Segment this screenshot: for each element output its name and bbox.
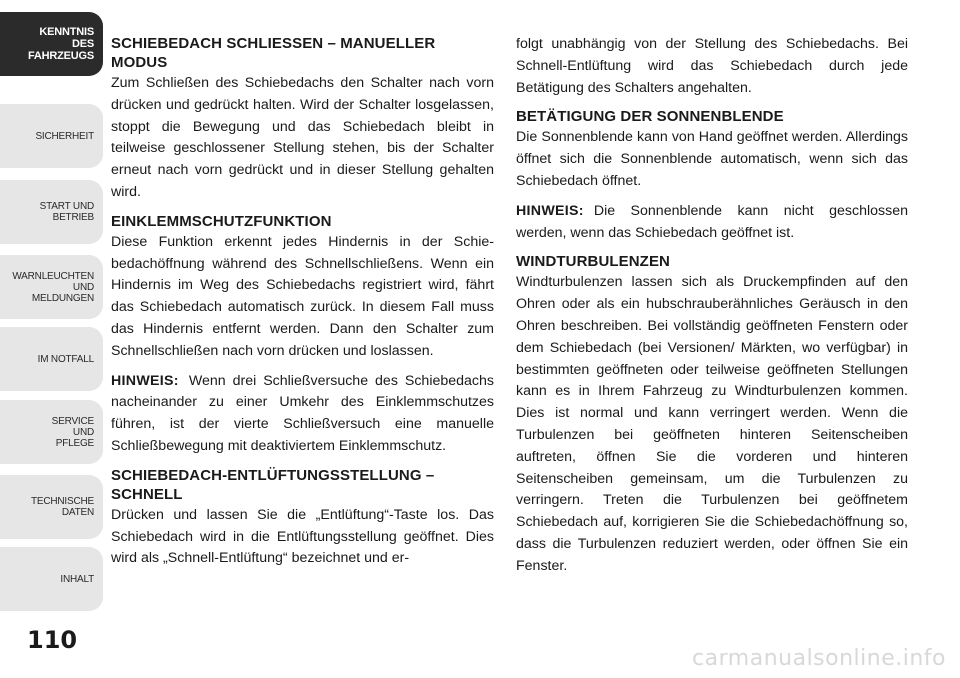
tab-label-line: DES <box>71 38 94 50</box>
tab-label-line: UND <box>72 281 94 293</box>
section-heading: SCHIEBEDACH SCHLIESSEN – MANUELLER MODUS <box>111 35 436 71</box>
tab-kenntnis-des-fahrzeugs[interactable] <box>0 12 103 76</box>
paragraph: Die Sonnenblende kann von Hand geöffnet werden. Allerdings öffnet sich die Sonnenblende automatisch, wenn sich das Schiebedach öffnet. <box>516 129 908 189</box>
tab-im-notfall[interactable] <box>0 327 103 391</box>
section-heading: WINDTURBULENZEN <box>516 253 670 271</box>
paragraph: Drücken und lassen Sie die „Entlüftung“-Taste los. Das Schiebedach wird in die Entlüftungsstellung geöffnet. Dies wird als „Schnell-Entlüftung“ bezeichnet und er- <box>111 506 494 567</box>
chapter-tabs <box>0 0 103 678</box>
section-heading: SCHIEBEDACH-ENTLÜFTUNGSSTELLUNG – SCHNELL <box>111 466 435 503</box>
tab-technische-daten[interactable] <box>0 475 103 539</box>
tab-label-line: WARNLEUCHTEN <box>12 270 94 282</box>
tab-label-line: BETRIEB <box>52 212 94 223</box>
note <box>111 371 494 458</box>
section-heading: EINKLEMMSCHUTZFUNKTION <box>111 212 332 230</box>
paragraph: Zum Schließen des Schiebedachs den Schalter nach vorn drücken und gedrückt halten. Wird der Schalter losgelassen, stoppt die Bewegung und das Schiebedach bleibt in teilweise geschlossener Stellung stehen, bis der Schalter erneut nach vorn gedrückt und in dieser Stellung gehalten wird. <box>111 75 494 200</box>
tab-label-line: INHALT <box>60 573 94 585</box>
left-column <box>111 34 494 570</box>
tab-start-und-betrieb[interactable] <box>0 180 103 244</box>
tab-label-line: SICHERHEIT <box>35 130 94 142</box>
note-text: Wenn drei Schließversuche des Schiebedachs nacheinander zu einer Umkehr des Einklemmschutzes führen, ist der vierte Schließversuch eine manuelle Schließbewegung mit deaktiviertem Einklemmschutz. <box>111 372 494 454</box>
tab-label-line: FAHRZEUGS <box>27 50 94 62</box>
watermark: carmanualsonline.info <box>692 646 946 671</box>
tab-label-line: KENNTNIS <box>39 26 94 38</box>
tab-label-line: TECHNISCHE <box>30 496 94 507</box>
tab-label-line: PFLEGE <box>55 437 94 449</box>
section-heading: BETÄTIGUNG DER SONNENBLENDE <box>516 108 784 126</box>
note-label: HINWEIS: <box>516 202 584 219</box>
tab-label-line: SERVICE <box>51 415 94 427</box>
note-label: HINWEIS: <box>111 372 179 389</box>
paragraph: Windturbulenzen lassen sich als Druckempfinden auf den Ohren oder als ein hubschrauberähnliches Geräusch in den Ohren beschreiben. Bei vollständig geöffneten Fenstern oder dem Schiebedach (bei Versionen/ Märkten, wo verfügbar) in bestimmten geöffneten oder teilweise geöffneten Stellungen kann es in Ihrem Fahrzeug zu Windturbulenzen kommen. Dies ist normal und kann verringert werden. Wenn die Turbulenzen bei geöffneten hinteren Seitenscheiben auftreten, öffnen Sie die vorderen und hinteren Seitenscheiben gemeinsam, um die Turbulenzen zu verringern. Treten die Turbulenzen bei geöffnetem Schiebedach auf, korrigieren Sie die Schiebedachöffnung so, dass die Turbulenzen reduziert werden, oder öffnen Sie ein Fenster. <box>516 274 908 574</box>
tab-service-und-pflege[interactable] <box>0 400 103 464</box>
tab-label-line: START UND <box>39 201 94 212</box>
tab-warnleuchten-und-meldungen[interactable] <box>0 255 103 319</box>
note <box>516 201 908 245</box>
tab-label-line: DATEN <box>61 507 94 518</box>
tab-label-line: MELDUNGEN <box>31 292 94 304</box>
right-column <box>516 34 908 578</box>
paragraph: Diese Funktion erkennt jedes Hindernis in der Schiebedachöffnung während des Schnellschließens. Wenn ein Hindernis im Weg des Schiebedachs registriert wird, fährt das Schiebedach automatisch zurück. In diesem Fall muss das Hindernis entfernt werden. Dann den Schalter zum Schnellschließen nach vorn drücken und loslassen. <box>111 233 494 359</box>
paragraph: folgt unabhängig von der Stellung des Schiebedachs. Bei Schnell-Entlüftung wird das Schiebedach durch jede Betätigung des Schalters angehalten. <box>516 36 908 96</box>
tab-inhalt[interactable] <box>0 547 103 611</box>
page-number: 110 <box>27 626 78 654</box>
tab-sicherheit[interactable] <box>0 104 103 168</box>
note-text: Die Sonnenblende kann nicht geschlossen werden, wenn das Schiebedach geöffnet ist. <box>516 202 908 241</box>
tab-label-line: IM NOTFALL <box>37 353 94 365</box>
tab-label-line: UND <box>72 426 94 438</box>
